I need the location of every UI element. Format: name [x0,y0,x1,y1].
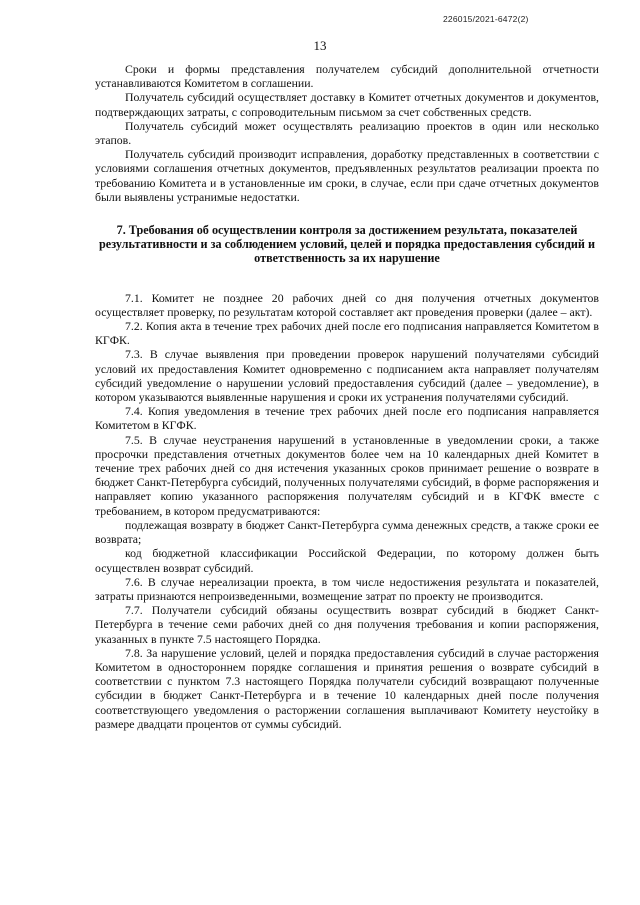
page-number: 13 [313,38,327,53]
clause-7-2: 7.2. Копия акта в течение трех рабочих дней после его подписания направляется Комитетом в КГФК. [95,319,599,348]
clause-7-1: 7.1. Комитет не позднее 20 рабочих дней со дня получения отчетных документов осуществляет проверку, по результатам которой составляет акт проведения проверки (далее – акт). [95,290,599,319]
clause-7-6: 7.6. В случае нереализации проекта, в том числе недостижения результата и показателей, затраты признаются непроизведенными, возмещение затрат по проекту не производится. [95,574,599,603]
clause-7-5-item-amount: подлежащая возврату в бюджет Санкт-Петербурга сумма денежных средств, а также сроки ее возврата; [95,517,599,547]
clause-7-4: 7.4. Копия уведомления в течение трех рабочих дней после его подписания направляется Комитетом в КГФК. [95,404,599,433]
document-body [95,62,599,731]
paragraph: Сроки и формы представления получателем субсидий дополнительной отчетности устанавливаются Комитетом в соглашении. [95,62,599,91]
document-id: 226015/2021-6472(2) [443,14,529,24]
clause-7-3: 7.3. В случае выявления при проведении проверок нарушений получателями субсидий условий их предоставления Комитет одновременно с подписанием акта направляет получателям субсидий уведомление о нарушении условий предоставления субсидий (далее – уведомление), в котором указываются выявленные нарушения и сроки их устранения получателями субсидий. [95,347,599,405]
clause-7-8: 7.8. За нарушение условий, целей и порядка предоставления субсидий в случае расторжения Комитетом в одностороннем порядке соглашения и принятия решения о возврате субсидий в соответствии с пунктом 7.3 настоящего Порядка получатели субсидий возвращают полученные субсидии в бюджет Санкт-Петербурга и в течение 10 календарных дней после получения соответствующего уведомления о расторжении соглашения выплачивают Комитету неустойку в размере двадцати процентов от суммы субсидий. [95,645,599,731]
clause-7-5-item-kbk: код бюджетной классификации Российской Федерации, по которому должен быть осуществлен возврат субсидий. [95,546,599,575]
paragraph: Получатель субсидий осуществляет доставку в Комитет отчетных документов и документов, подтверждающих затраты, с сопроводительным письмом за счет собственных средств. [95,90,599,119]
clause-7-5: 7.5. В случае неустранения нарушений в установленные в уведомлении сроки, а также просрочки представления отчетных документов более чем на 10 календарных дней Комитет в течение трех рабочих дней со дня истечения указанных сроков принимает решение о возврате в бюджет Санкт-Петербурга субсидий, полученных получателями субсидий, в форме распоряжения и направляет копию указанного распоряжения получателям субсидий и в КГФК вместе с требованием, в котором предусматриваются: [95,432,599,518]
section-heading: 7. Требования об осуществлении контроля за достижением результата, показателей результативности и за соблюдением условий, целей и порядка предоставления субсидий и ответственность за их нарушение [99,223,595,266]
paragraph: Получатель субсидий производит исправления, доработку представленных в соответствии с условиями соглашения отчетных документов, предъявленных результатов реализации проекта по требованию Комитета и в установленные им сроки, в случае, если при сдаче отчетных документов были выявлены устранимые недостатки. [95,147,599,204]
clause-7-7: 7.7. Получатели субсидий обязаны осуществить возврат субсидий в бюджет Санкт-Петербурга в течение семи рабочих дней со дня получения требования и копии распоряжения, указанных в пункте 7.5 настоящего Порядка. [95,603,599,646]
paragraph: Получатель субсидий может осуществлять реализацию проектов в один или несколько этапов. [95,118,599,148]
